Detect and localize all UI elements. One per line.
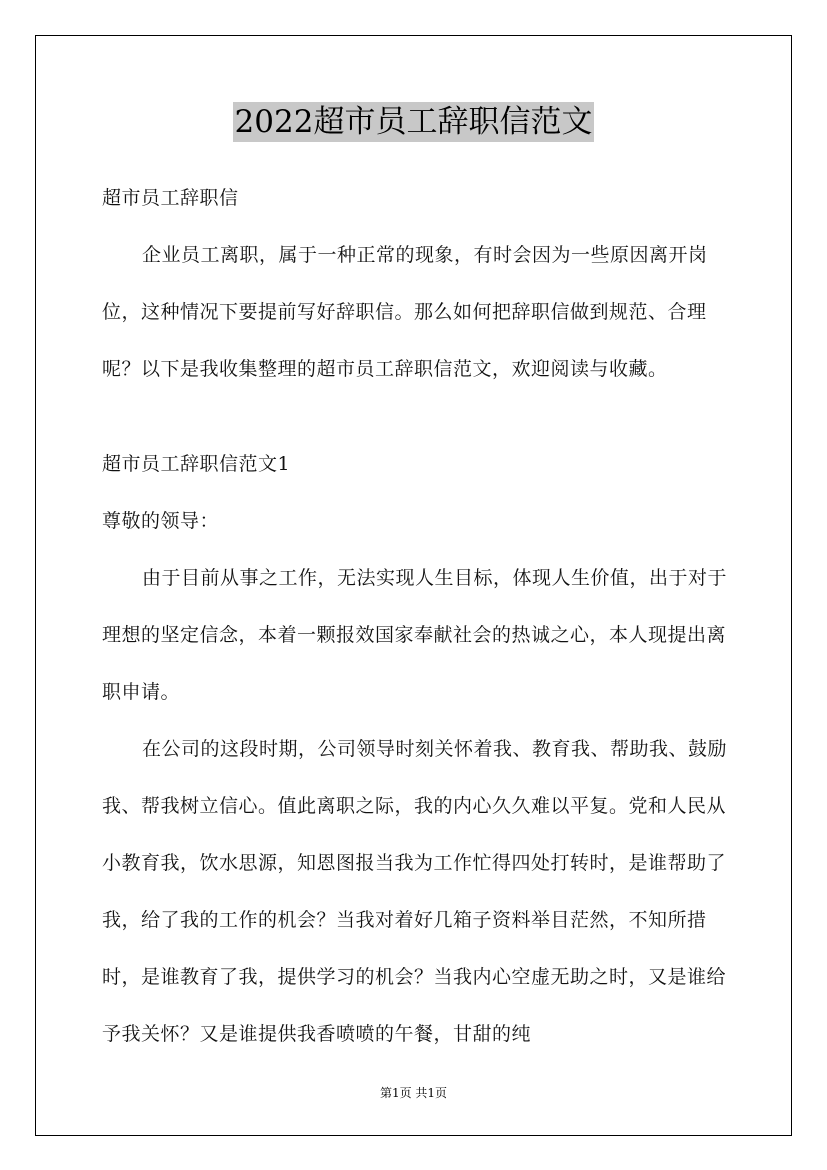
section-heading: 超市员工辞职信范文1 [102, 453, 291, 475]
spacer [102, 398, 732, 436]
body-paragraph: 由于目前从事之工作，无法实现人生目标，体现人生价值，出于对于理想的坚定信念，本着一颗报效国家奉献社会的热诚之心，本人现提出离职申请。 [102, 567, 728, 703]
body-paragraph: 在公司的这段时期，公司领导时刻关怀着我、教育我、帮助我、鼓励我、帮我树立信心。值此离职之际，我的内心久久难以平复。党和人民从小教育我，饮水思源，知恩图报当我为工作忙得四处打转时，是谁帮助了我，给了我的工作的机会？当我对着好几箱子资料举目茫然，不知所措时，是谁教育了我，提供学习的机会？当我内心空虚无助之时，又是谁给予我关怀？又是谁提供我香喷喷的午餐，甘甜的纯 [102, 738, 728, 1045]
page-footer: 第1页 共1页 [379, 1086, 448, 1100]
intro-paragraph: 企业员工离职，属于一种正常的现象，有时会因为一些原因离开岗位，这种情况下要提前写好辞职信。那么如何把辞职信做到规范、合理呢？以下是我收集整理的超市员工辞职信范文，欢迎阅读与收藏。 [102, 244, 708, 380]
document-title: 2022超市员工辞职信范文 [234, 104, 593, 140]
document-body [102, 170, 732, 1063]
title-container [0, 102, 827, 142]
salutation: 尊敬的领导： [102, 510, 220, 532]
subtitle: 超市员工辞职信 [102, 187, 239, 209]
